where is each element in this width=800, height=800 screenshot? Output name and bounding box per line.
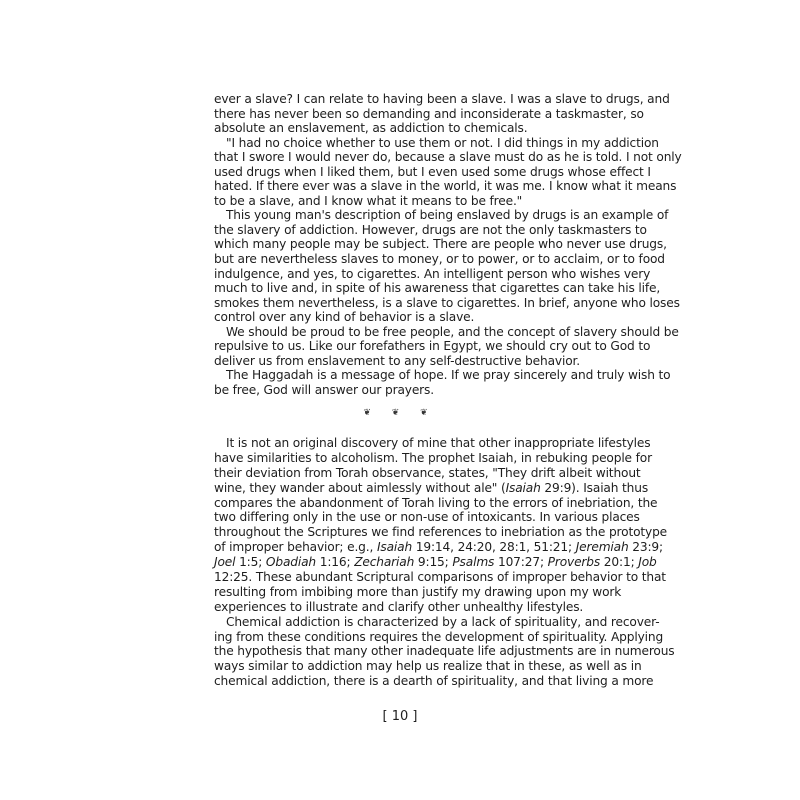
text-run: 12:25. These abundant Scriptural comparisons of improper behavior to that (214, 570, 666, 585)
text-run: the hypothesis that many other inadequate life adjustments are in numerous (214, 644, 675, 659)
page-number: [ 10 ] (382, 709, 418, 724)
text-line (214, 674, 654, 689)
text-line (214, 383, 585, 398)
text-run: throughout the Scriptures we find references to inebriation as the prototype (214, 525, 668, 540)
text-run: It is not an original discovery of mine that other inappropriate lifestyles (226, 436, 651, 450)
paragraph (214, 92, 670, 136)
text-line (214, 208, 669, 223)
text-run: much to live and, in spite of his awareness that cigarettes can take his life, (214, 281, 661, 296)
text-line (214, 339, 651, 354)
text-run: of improper behavior; e.g., (214, 540, 377, 555)
text-run: wine, they wander about aimlessly without ale" ( (214, 480, 506, 495)
text-line (214, 450, 652, 466)
text-run: 23:9; (628, 540, 663, 555)
text-line (214, 324, 679, 340)
text-run: Chemical addiction is characterized by a lack of spirituality, and recover- (226, 614, 660, 629)
citation-book: Proverbs (547, 555, 601, 570)
text-run: absolute an enslavement, as addiction to chemicals. (214, 121, 528, 136)
text-run: ways similar to addiction may help us realize that in these, as well as in (214, 659, 642, 674)
text-line (214, 540, 663, 555)
text-run: indulgence, and yes, to cigarettes. An intelligent person who wishes very (214, 266, 651, 281)
text-run: compares the abandonment of Torah living to the errors of inebriation, the (214, 495, 658, 510)
text-line (214, 121, 585, 136)
text-line (214, 659, 642, 674)
text-block-1 (214, 92, 682, 397)
text-run: "I had no choice whether to use them or not. I did things in my addiction (226, 135, 659, 150)
text-run: but are nevertheless slaves to money, or to power, or to acclaim, or to food (214, 252, 665, 267)
text-line (214, 465, 641, 481)
paragraph (214, 368, 671, 397)
paragraph (214, 436, 668, 615)
citation-book: Isaiah (376, 540, 413, 555)
text-run: 1:16; (316, 555, 355, 570)
text-line (214, 194, 585, 209)
text-line (214, 368, 671, 383)
text-line (214, 354, 585, 369)
text-run: deliver us from enslavement to any self-destructive behavior. (214, 353, 580, 368)
text-run: ever a slave? I can relate to having been a slave. I was a slave to drugs, and (214, 92, 670, 106)
text-line (214, 570, 666, 585)
text-run: have similarities to alcoholism. The prophet Isaiah, in rebuking people for (214, 450, 652, 465)
text-line (214, 614, 660, 630)
text-line (214, 480, 649, 496)
text-line (214, 629, 664, 645)
citation-book: Isaiah (505, 480, 541, 495)
text-line (214, 281, 661, 296)
text-run: to be a slave, and I know what it means to be free." (214, 193, 523, 208)
section-break-ornament: ❦ ❦ ❦ (363, 408, 437, 418)
paragraph (214, 135, 682, 209)
text-line (214, 295, 680, 311)
text-line (214, 310, 585, 325)
text-line (214, 106, 644, 122)
text-run: 29:9). Isaiah thus (540, 480, 649, 495)
text-line (214, 600, 585, 615)
text-run: the slavery of addiction. However, drugs are not the only taskmasters to (214, 222, 647, 237)
text-line (214, 266, 651, 282)
text-line (214, 644, 675, 659)
text-run: 1:5; (235, 555, 266, 570)
text-run: ing from these conditions requires the development of spirituality. Applying (214, 629, 664, 644)
text-run: 20:1; (600, 555, 639, 570)
text-line (214, 222, 647, 238)
text-line (214, 92, 670, 107)
text-run: control over any kind of behavior is a slave. (214, 310, 475, 325)
text-run: used drugs when I liked them, but I even used some drugs whose effect I (214, 164, 651, 179)
text-run: experiences to illustrate and clarify other unhealthy lifestyles. (214, 599, 584, 614)
text-run: We should be proud to be free people, and the concept of slavery should be (226, 324, 679, 339)
citation-book: Obadiah (265, 555, 316, 570)
text-run: The Haggadah is a message of hope. If we pray sincerely and truly wish to (226, 368, 671, 383)
citation-book: Zechariah (354, 555, 415, 570)
citation-book: Joel (214, 555, 236, 570)
text-run: chemical addiction, there is a dearth of spirituality, and that living a more (214, 674, 654, 689)
text-run: repulsive to us. Like our forefathers in Egypt, we should cry out to God to (214, 339, 651, 354)
text-run: 107:27; (494, 555, 548, 570)
text-run: be free, God will answer our prayers. (214, 382, 434, 397)
text-block-2 (214, 436, 675, 689)
text-run: smokes them nevertheless, is a slave to cigarettes. In brief, anyone who loses (214, 295, 680, 310)
text-run: which many people may be subject. There are people who never use drugs, (214, 237, 667, 252)
text-line (214, 555, 657, 570)
citation-book: Psalms (452, 555, 495, 570)
text-run: hated. If there ever was a slave in the world, it was me. I know what it means (214, 179, 677, 194)
text-run: This young man's description of being enslaved by drugs is an example of (226, 208, 669, 223)
text-line (214, 237, 667, 252)
paragraph (214, 614, 675, 689)
text-line (214, 510, 640, 525)
text-line (214, 164, 651, 180)
text-line (214, 179, 677, 194)
text-run: that I swore I would never do, because a slave must do as he is told. I not only (214, 150, 682, 165)
text-line (214, 135, 659, 151)
text-line (214, 584, 622, 600)
paragraph (214, 208, 680, 325)
citation-book: Job (638, 555, 657, 570)
text-line (214, 495, 658, 511)
text-line (214, 436, 651, 451)
text-run: their deviation from Torah observance, states, "They drift albeit without (214, 465, 641, 480)
citation-book: Jeremiah (575, 540, 629, 555)
text-line (214, 525, 668, 540)
text-run: two differing only in the use or non-use of intoxicants. In various places (214, 510, 640, 525)
paragraph (214, 324, 679, 369)
text-run: 9:15; (414, 555, 453, 570)
text-line (214, 252, 665, 267)
text-run: resulting from imbibing more than justify my drawing upon my work (214, 584, 622, 599)
text-run: there has never been so demanding and inconsiderate a taskmaster, so (214, 106, 644, 121)
text-line (214, 150, 682, 165)
text-run: 19:14, 24:20, 28:1, 51:21; (412, 540, 576, 555)
